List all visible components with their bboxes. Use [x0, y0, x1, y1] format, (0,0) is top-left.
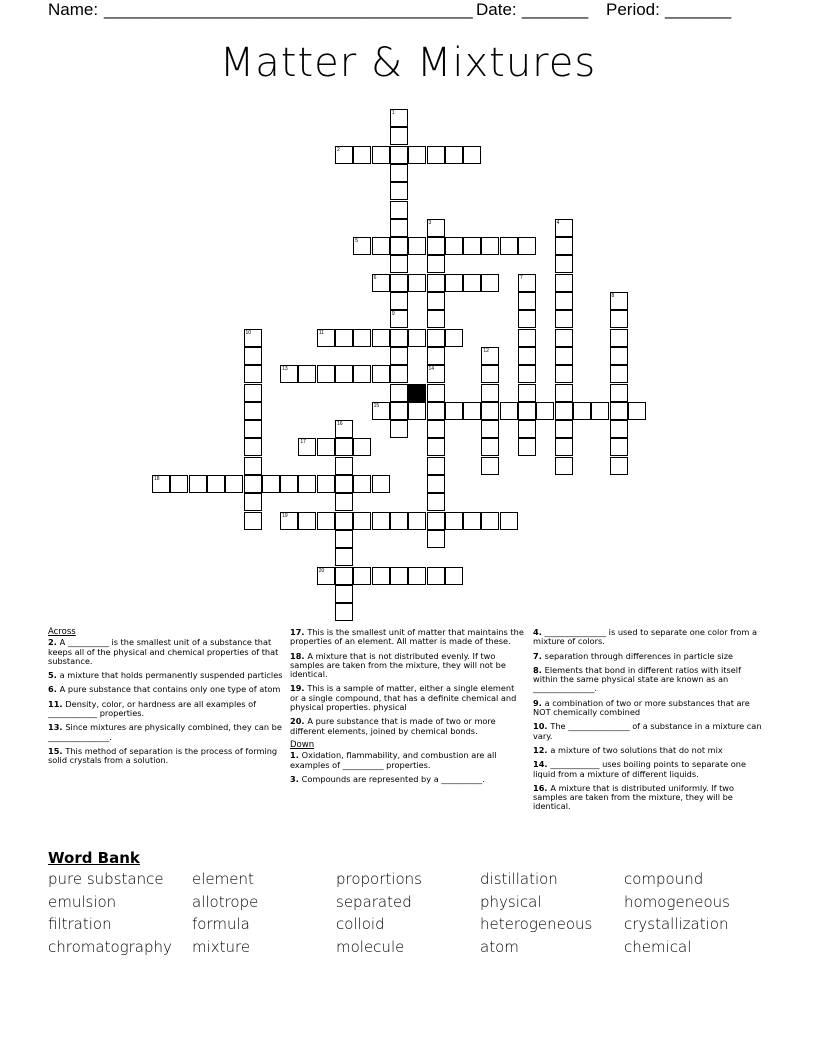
crossword-cell[interactable]	[463, 237, 481, 255]
crossword-cell[interactable]	[408, 237, 426, 255]
crossword-cell[interactable]	[335, 329, 353, 347]
crossword-cell[interactable]	[610, 365, 628, 383]
crossword-cell[interactable]	[353, 329, 371, 347]
crossword-cell[interactable]	[170, 475, 188, 493]
crossword-cell[interactable]	[317, 329, 335, 347]
crossword-cell[interactable]	[390, 365, 408, 383]
word-bank-item: element	[192, 870, 254, 888]
clue-text: _______________ is used to separate one color from a mixture of colors.	[533, 627, 757, 647]
crossword-cell[interactable]	[408, 329, 426, 347]
crossword-cell[interactable]	[610, 347, 628, 365]
crossword-cell[interactable]	[518, 347, 536, 365]
crossword-cell[interactable]	[244, 329, 262, 347]
clue-text: Density, color, or hardness are all examples of ____________ properties.	[48, 698, 257, 719]
clue-number-label: 12.	[533, 744, 551, 755]
crossword-cell[interactable]	[481, 384, 499, 402]
crossword-cell[interactable]	[262, 475, 280, 493]
clue-number: 19	[282, 512, 288, 519]
clue-text: Oxidation, flammability, and combustion are all examples of __________ properties.	[290, 750, 497, 770]
clue-number: 11	[318, 329, 324, 336]
crossword-cell[interactable]	[481, 457, 499, 475]
crossword-cell[interactable]	[244, 493, 262, 511]
crossword-cell[interactable]	[372, 365, 390, 383]
crossword-cell[interactable]	[298, 438, 316, 456]
clue	[48, 723, 283, 742]
crossword-cell[interactable]	[335, 567, 353, 585]
crossword-cell[interactable]	[463, 512, 481, 530]
crossword-cell[interactable]	[335, 603, 353, 621]
crossword-cell[interactable]	[518, 384, 536, 402]
crossword-cell[interactable]	[427, 475, 445, 493]
crossword-cell[interactable]	[463, 402, 481, 420]
crossword-cell[interactable]	[390, 146, 408, 164]
crossword-cell[interactable]	[427, 237, 445, 255]
clue	[290, 717, 525, 736]
crossword-cell[interactable]	[207, 475, 225, 493]
crossword-cell[interactable]	[555, 329, 573, 347]
crossword-cell[interactable]	[335, 438, 353, 456]
crossword-cell[interactable]	[390, 219, 408, 237]
crossword-cell[interactable]	[390, 384, 408, 402]
word-bank-item: compound	[624, 870, 704, 888]
crossword-cell[interactable]	[335, 530, 353, 548]
crossword-cell[interactable]	[445, 567, 463, 585]
crossword-cell[interactable]	[280, 512, 298, 530]
crossword-cell[interactable]	[372, 567, 390, 585]
crossword-cell[interactable]	[372, 329, 390, 347]
crossword-cell[interactable]	[317, 438, 335, 456]
word-bank-item: molecule	[336, 937, 405, 956]
crossword-cell[interactable]	[390, 420, 408, 438]
crossword-cell[interactable]	[481, 237, 499, 255]
crossword-cell[interactable]	[244, 475, 262, 493]
clue-number-label: 19.	[290, 683, 308, 694]
crossword-cell[interactable]	[463, 146, 481, 164]
crossword-cell[interactable]	[390, 109, 408, 127]
crossword-cell[interactable]	[518, 438, 536, 456]
crossword-cell[interactable]	[518, 420, 536, 438]
crossword-cell[interactable]	[335, 457, 353, 475]
crossword-cell[interactable]	[225, 475, 243, 493]
clue	[533, 699, 768, 718]
clue-number: 1	[391, 110, 395, 116]
clue-number-label: 16.	[533, 782, 551, 793]
crossword-cell[interactable]	[390, 201, 408, 219]
crossword-cell[interactable]	[481, 420, 499, 438]
crossword-cell[interactable]	[372, 402, 390, 420]
crossword-cell[interactable]	[427, 384, 445, 402]
crossword-cell[interactable]	[427, 329, 445, 347]
crossword-cell[interactable]	[390, 329, 408, 347]
crossword-cell[interactable]	[244, 347, 262, 365]
crossword-cell[interactable]	[390, 237, 408, 255]
word-bank-item: homogeneous	[624, 892, 730, 911]
word-bank-item: heterogeneous	[480, 915, 593, 933]
crossword-cell[interactable]	[445, 512, 463, 530]
word-bank-item: filtration	[48, 915, 112, 933]
clue-text: This method of separation is the process of forming solid crystals from a solution.	[48, 745, 278, 766]
clue	[290, 652, 525, 680]
crossword-cell[interactable]	[481, 347, 499, 365]
crossword-cell[interactable]	[481, 402, 499, 420]
crossword-cell[interactable]	[353, 438, 371, 456]
word-bank-item: chemical	[624, 937, 692, 956]
crossword-cell[interactable]	[390, 127, 408, 145]
crossword-cell[interactable]	[555, 255, 573, 273]
crossword-cell[interactable]	[445, 329, 463, 347]
clue-number-label: 8.	[533, 664, 545, 675]
word-bank-item: distillation	[480, 870, 558, 888]
crossword-cell[interactable]	[408, 274, 426, 292]
crossword-cell[interactable]	[280, 475, 298, 493]
crossword-cell[interactable]	[500, 402, 518, 420]
crossword-cell[interactable]	[408, 402, 426, 420]
crossword-cell[interactable]	[390, 567, 408, 585]
crossword-cell[interactable]	[427, 402, 445, 420]
crossword-cell[interactable]	[555, 274, 573, 292]
crossword-cell[interactable]	[335, 493, 353, 511]
across-heading: Across	[48, 627, 76, 637]
crossword-cell[interactable]	[244, 457, 262, 475]
crossword-cell[interactable]	[317, 567, 335, 585]
clue	[533, 746, 768, 755]
crossword-cell[interactable]	[555, 365, 573, 383]
clue	[290, 775, 525, 784]
clue-number-label: 7.	[533, 650, 545, 661]
crossword-cell[interactable]	[353, 237, 371, 255]
crossword-cell[interactable]	[500, 237, 518, 255]
word-bank-item: chromatography	[48, 937, 172, 956]
clue-number: 5	[355, 238, 359, 245]
crossword-cell[interactable]	[408, 512, 426, 530]
clue-number-label: 4.	[533, 627, 545, 637]
clue-number: 12	[483, 347, 489, 354]
crossword-cell[interactable]	[372, 475, 390, 493]
crossword-cell[interactable]	[427, 457, 445, 475]
clue-text: A __________ is the smallest unit of a substance that keeps all of the physical and chemical properties of that substance.	[48, 637, 279, 666]
crossword-cell[interactable]	[427, 567, 445, 585]
down-heading: Down	[290, 739, 315, 750]
clue-number: 14	[428, 366, 435, 373]
clue	[533, 666, 768, 694]
crossword-cell[interactable]	[390, 512, 408, 530]
crossword-cell[interactable]	[555, 438, 573, 456]
clue	[533, 722, 768, 741]
clue-number: 3	[428, 219, 432, 226]
crossword-cell[interactable]	[518, 292, 536, 310]
crossword-cell[interactable]	[390, 292, 408, 310]
period-blank[interactable]: _______	[665, 0, 732, 19]
word-bank-heading: Word Bank	[48, 849, 140, 867]
word-bank-item: emulsion	[48, 892, 117, 911]
clue-text: a mixture that holds permanently suspended particles	[59, 670, 283, 681]
crossword-cell[interactable]	[298, 475, 316, 493]
crossword-cell[interactable]	[427, 146, 445, 164]
word-bank-item: atom	[480, 937, 519, 956]
crossword-cell[interactable]	[555, 219, 573, 237]
crossword-cell[interactable]	[536, 402, 554, 420]
clue	[533, 652, 768, 661]
clue-text: This is a sample of matter, either a single element or a single compound, that has a definite chemical and physical properties. physical	[290, 683, 517, 713]
crossword-cell[interactable]	[189, 475, 207, 493]
clue-number: 4	[556, 219, 560, 226]
crossword-cell[interactable]	[481, 274, 499, 292]
crossword-cell[interactable]	[372, 274, 390, 292]
crossword-cell[interactable]	[445, 237, 463, 255]
crossword-cell[interactable]	[390, 274, 408, 292]
crossword-cell[interactable]	[445, 402, 463, 420]
clue-number: 9	[391, 311, 395, 318]
crossword-cell[interactable]	[353, 146, 371, 164]
crossword-cell[interactable]	[408, 567, 426, 585]
crossword-cell[interactable]	[427, 438, 445, 456]
clue-text: a combination of two or more substances that are NOT chemically combined	[533, 697, 750, 718]
clue-number: 18	[154, 476, 160, 482]
clue	[48, 700, 283, 719]
clue-text: Since mixtures are physically combined, they can be _______________.	[48, 722, 282, 742]
crossword-cell[interactable]	[427, 420, 445, 438]
crossword-cell[interactable]	[555, 384, 573, 402]
crossword-cell[interactable]	[353, 365, 371, 383]
clue	[48, 638, 283, 666]
crossword-cell[interactable]	[335, 420, 353, 438]
clue-number-label: 2.	[48, 637, 60, 648]
crossword-cell[interactable]	[610, 384, 628, 402]
crossword-cell[interactable]	[372, 512, 390, 530]
clue	[290, 684, 525, 712]
crossword-cell[interactable]	[298, 365, 316, 383]
crossword-cell[interactable]	[372, 146, 390, 164]
crossword-cell[interactable]	[390, 255, 408, 273]
crossword-cell[interactable]	[427, 493, 445, 511]
crossword-cell[interactable]	[390, 164, 408, 182]
crossword-cell[interactable]	[335, 548, 353, 566]
clue	[48, 685, 283, 694]
crossword-cell[interactable]	[555, 457, 573, 475]
clue-number-label: 20.	[290, 716, 308, 727]
crossword-cell[interactable]	[628, 402, 646, 420]
crossword-cell[interactable]	[610, 292, 628, 310]
crossword-cell[interactable]	[390, 347, 408, 365]
crossword-cell[interactable]	[427, 274, 445, 292]
word-bank-item: allotrope	[192, 892, 259, 911]
crossword-cell[interactable]	[518, 274, 536, 292]
crossword-cell[interactable]	[555, 310, 573, 328]
clue-number: 7	[520, 274, 523, 281]
clue	[533, 784, 768, 812]
word-bank-item: colloid	[336, 915, 385, 933]
crossword-cell[interactable]	[335, 146, 353, 164]
clue-number-label: 17.	[290, 627, 308, 637]
crossword-cell[interactable]	[317, 475, 335, 493]
clue-number-label: 18.	[290, 650, 308, 661]
clue	[533, 760, 768, 779]
word-bank-item: proportions	[336, 870, 422, 888]
clue-number: 8	[611, 293, 615, 299]
clue-text: Compounds are represented by a __________.	[301, 773, 485, 784]
clue-number-label: 14.	[533, 759, 551, 770]
word-bank-item: separated	[336, 892, 412, 911]
clue	[48, 747, 283, 766]
name-label: Name:	[48, 0, 99, 19]
clue-number-label: 1.	[290, 750, 302, 761]
clue	[533, 628, 768, 647]
clue-number-label: 15.	[48, 745, 66, 756]
clue-number: 20	[318, 567, 325, 574]
crossword-cell[interactable]	[555, 402, 573, 420]
clues-column-1	[48, 628, 283, 771]
clue-text: A mixture that is distributed uniformly. If two samples are taken from the mixture, they will be identical.	[533, 782, 734, 812]
clue-number-label: 5.	[48, 670, 60, 681]
crossword-cell[interactable]	[335, 585, 353, 603]
clue-text: separation through differences in particle size	[544, 650, 734, 661]
crossword-cell[interactable]	[317, 512, 335, 530]
crossword-cell[interactable]	[408, 146, 426, 164]
crossword-cell[interactable]	[518, 310, 536, 328]
date-blank[interactable]: _______	[522, 0, 589, 19]
crossword-cell[interactable]	[573, 402, 591, 420]
clue-number: 6	[373, 274, 377, 281]
crossword-cell[interactable]	[427, 292, 445, 310]
clue-number: 2	[337, 146, 340, 153]
crossword-cell[interactable]	[427, 365, 445, 383]
crossword-cell[interactable]	[518, 329, 536, 347]
clue-text: A mixture that is not distributed evenly. If two samples are taken from the mixture, they will not be identical.	[290, 650, 506, 680]
crossword-cell[interactable]	[244, 420, 262, 438]
clue-text: Elements that bond in different ratios with itself within the same physical state are known as an _______________.	[533, 664, 741, 694]
crossword-cell[interactable]	[244, 365, 262, 383]
clue-text: A pure substance that contains only one type of atom	[59, 684, 281, 695]
crossword-cell[interactable]	[427, 347, 445, 365]
page-title: Matter & Mixtures	[219, 40, 597, 86]
crossword-cell[interactable]	[610, 457, 628, 475]
crossword-cell[interactable]	[390, 182, 408, 200]
clue-text: The _______________ of a substance in a mixture can vary.	[533, 721, 762, 741]
clue-number-label: 9.	[533, 697, 545, 708]
crossword-cell[interactable]	[244, 512, 262, 530]
clue-text: A pure substance that is made of two or more different elements, joined by chemical bonds.	[290, 716, 496, 736]
word-bank-item: formula	[192, 915, 250, 933]
crossword-cell[interactable]	[335, 365, 353, 383]
crossword-cell[interactable]	[518, 365, 536, 383]
crossword-cell[interactable]	[390, 310, 408, 328]
crossword-cell[interactable]	[555, 237, 573, 255]
crossword-cell[interactable]	[610, 329, 628, 347]
crossword-cell[interactable]	[298, 512, 316, 530]
crossword-cell[interactable]	[481, 438, 499, 456]
crossword-cell[interactable]	[353, 475, 371, 493]
crossword-cell[interactable]	[427, 512, 445, 530]
clue-number-label: 13.	[48, 722, 66, 733]
clue	[290, 628, 525, 647]
crossword-cell[interactable]	[555, 292, 573, 310]
crossword-cell[interactable]	[244, 438, 262, 456]
period-label: Period:	[606, 0, 660, 19]
word-bank-item: mixture	[192, 937, 251, 956]
crossword-cell[interactable]	[610, 310, 628, 328]
crossword-cell[interactable]	[427, 219, 445, 237]
word-bank-item: crystallization	[624, 915, 729, 933]
crossword-cell[interactable]	[555, 347, 573, 365]
crossword-cell[interactable]	[518, 237, 536, 255]
crossword-cell[interactable]	[353, 512, 371, 530]
crossword-cell[interactable]	[152, 475, 170, 493]
word-bank-item: physical	[480, 892, 542, 911]
black-square	[408, 384, 426, 402]
crossword-cell[interactable]	[427, 255, 445, 273]
clue-text: a mixture of two solutions that do not mix	[550, 744, 723, 755]
clue-text: ____________ uses boiling points to separate one liquid from a mixture of different liquids.	[533, 759, 747, 779]
clue-number: 10	[245, 329, 252, 336]
crossword-cell[interactable]	[335, 512, 353, 530]
crossword-cell[interactable]	[445, 274, 463, 292]
crossword-cell[interactable]	[591, 402, 609, 420]
crossword-cell[interactable]	[518, 402, 536, 420]
crossword-cell[interactable]	[280, 365, 298, 383]
crossword-cell[interactable]	[317, 365, 335, 383]
crossword-cell[interactable]	[500, 512, 518, 530]
clue-text: This is the smallest unit of matter that maintains the properties of an element. All matter is made of these.	[290, 627, 524, 647]
crossword-cell[interactable]	[353, 567, 371, 585]
clue-number-label: 10.	[533, 721, 551, 732]
crossword-cell[interactable]	[244, 384, 262, 402]
clue-number: 13	[282, 366, 288, 373]
clue	[48, 671, 283, 680]
clues-column-3	[533, 628, 768, 817]
clue-number-label: 11.	[48, 698, 66, 709]
clues-column-2	[290, 628, 525, 789]
crossword-cell[interactable]	[244, 402, 262, 420]
name-blank[interactable]: _______________________________________	[104, 0, 473, 19]
crossword-cell[interactable]	[463, 274, 481, 292]
clue-number: 15	[373, 402, 380, 409]
crossword-cell[interactable]	[427, 530, 445, 548]
crossword-cell[interactable]	[481, 365, 499, 383]
clue-number-label: 3.	[290, 773, 302, 784]
crossword-cell[interactable]	[481, 512, 499, 530]
crossword-cell[interactable]	[335, 475, 353, 493]
clue	[290, 751, 525, 770]
crossword-cell[interactable]	[610, 438, 628, 456]
crossword-cell[interactable]	[390, 402, 408, 420]
clue-number: 17	[300, 439, 306, 446]
crossword-cell[interactable]	[610, 402, 628, 420]
crossword-cell[interactable]	[610, 420, 628, 438]
clue-number: 16	[337, 421, 343, 428]
crossword-cell[interactable]	[372, 237, 390, 255]
clue-number-label: 6.	[48, 684, 60, 695]
crossword-cell[interactable]	[427, 310, 445, 328]
date-label: Date:	[476, 0, 517, 19]
crossword-cell[interactable]	[555, 420, 573, 438]
crossword-cell[interactable]	[445, 146, 463, 164]
word-bank-item: pure substance	[48, 870, 164, 888]
